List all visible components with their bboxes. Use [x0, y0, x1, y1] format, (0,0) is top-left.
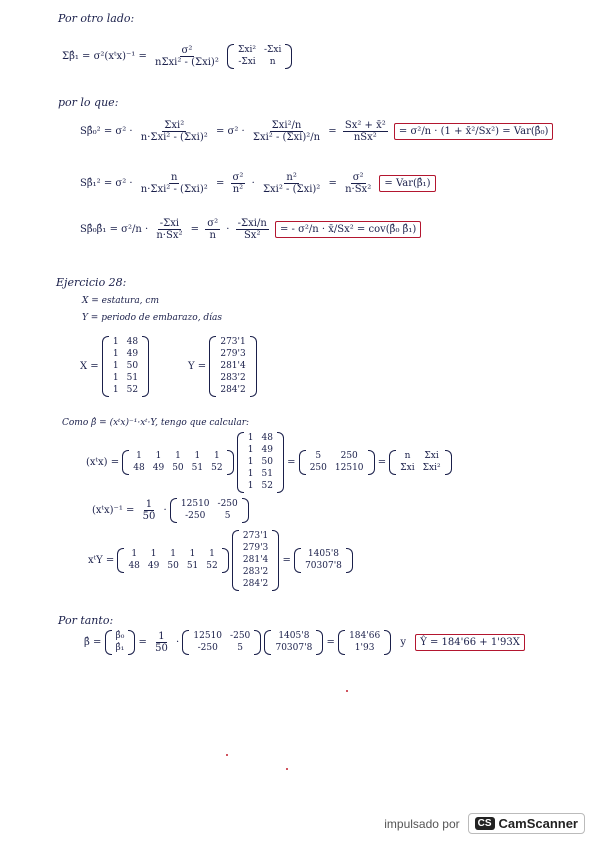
x-matrix-2-cell: 1	[247, 457, 254, 467]
intro-text: Por otro lado:	[58, 12, 135, 25]
x-matrix-cell: 1	[112, 361, 119, 371]
eq4-frac3	[236, 218, 269, 241]
x-matrix-2-cell: 1	[247, 481, 254, 491]
xty-y-vector-cell: 284'2	[242, 579, 269, 589]
eq3-frac1	[139, 172, 210, 195]
xtx-symbolic-cell: Σxi	[400, 463, 415, 473]
equation-var-beta1-explicit	[80, 172, 436, 195]
x-matrix-2-cell: 50	[261, 457, 273, 467]
result-vector	[345, 630, 384, 655]
eq4-frac1	[154, 218, 184, 241]
beta-lhs: β̂ =	[84, 637, 102, 648]
xty-y-vector-cell: 279'3	[242, 543, 269, 553]
xty-result	[294, 548, 353, 573]
xtx-result	[299, 450, 375, 475]
xtx-symbolic-cell: Σxi²	[422, 463, 441, 473]
eq4-f3-num: -Σxi/n	[237, 218, 267, 229]
xt-matrix-cell: 51	[191, 463, 204, 473]
var-beta0-box: = σ²/n · (1 + x̄²/Sx²) = Var(β̂₀)	[394, 123, 554, 140]
eq2-f1-den: n·Σxi² - (Σxi)²	[140, 132, 208, 143]
eq1-frac-num: σ²	[181, 45, 193, 56]
red-dot-mark	[286, 768, 288, 770]
x-matrix	[109, 336, 142, 397]
inv-matrix-cell: -250	[217, 499, 238, 509]
eq3-eq2: =	[328, 178, 337, 189]
final-inv-matrix-cell: -250	[230, 631, 251, 641]
x-matrix-cell: 1	[112, 385, 119, 395]
por-lo-que-text: por lo que:	[58, 96, 119, 109]
xtx-symbolic	[396, 450, 444, 475]
beta-vector	[112, 630, 129, 655]
eq3-frac4	[343, 172, 373, 195]
eq3-eq1: =	[215, 178, 225, 189]
eq2-f2-den: Σxi² - (Σxi)²/n	[252, 132, 321, 143]
x-label: X =	[80, 361, 99, 372]
xt-matrix-2-cell: 1	[189, 549, 196, 559]
equation-cov	[80, 218, 421, 241]
inv-matrix	[170, 498, 249, 523]
xt-matrix-2-cell: 51	[186, 561, 199, 571]
red-dot-mark	[346, 690, 348, 692]
x-matrix-2-cell: 52	[261, 481, 273, 491]
eq4-eq: =	[190, 224, 200, 235]
eq3-f3-num: n²	[286, 172, 297, 183]
red-dot-mark	[226, 754, 228, 756]
final-eq: =	[138, 637, 147, 648]
x-matrix-2-cell: 51	[261, 469, 273, 479]
cov-box: = - σ²/n · x̄/Sx² = cov(β̂₀ β̂₁)	[275, 221, 421, 238]
camscanner-name: CamScanner	[498, 816, 578, 831]
x-matrix-cell: 48	[126, 337, 139, 347]
inv-label: (xᵗx)⁻¹ =	[92, 505, 135, 516]
var-beta1-box: = Var(β̂₁)	[379, 175, 435, 192]
xtx-symbolic	[389, 450, 451, 475]
y-label: Y =	[188, 361, 207, 372]
xtx-equation: (xᵗx) = 1 1 1 1 1 48 49 50 51 52 1 48 1 49 1 50 1 51 1 52 = 5 250 250 12510 = n Σxi Σxi Σxi²	[86, 432, 452, 493]
final-inv-matrix-cell: 5	[237, 643, 244, 653]
inv-matrix-cell: 5	[224, 511, 231, 521]
y-vector-cell: 283'2	[220, 373, 246, 383]
result-vector-cell: 184'66	[349, 631, 381, 641]
xty-label: xᵗY =	[88, 555, 115, 566]
eq3-dot: ·	[251, 178, 255, 189]
eq2-frac1	[139, 120, 210, 143]
eq1-lhs: Σβ̂₁ = σ²(xᵗx)⁻¹ =	[62, 51, 147, 62]
xt-matrix-2-cell: 1	[170, 549, 176, 559]
xt-matrix-cell: 1	[136, 451, 142, 461]
x-matrix-2	[237, 432, 284, 493]
x-matrix-cell: 1	[112, 337, 119, 347]
eq3-f4-den: n·Sx²	[345, 184, 372, 195]
eq4-f1-den: n·Sx²	[156, 230, 183, 241]
y-vector	[216, 336, 249, 397]
eq3-frac3	[261, 172, 322, 195]
x-matrix-2-cell: 1	[247, 469, 254, 479]
camscanner-logo	[468, 813, 585, 834]
xty-y-vector	[239, 530, 272, 591]
eq2-eq: =	[328, 126, 337, 137]
x-matrix-2-cell: 49	[261, 445, 273, 455]
regression-line-box: Ŷ = 184'66 + 1'93X	[415, 634, 525, 651]
eq4-f3-den: Sx²	[243, 230, 261, 241]
final-frac	[153, 631, 170, 654]
eq2-f1-num: Σxi²	[164, 120, 185, 131]
cs-logo-icon: CS	[475, 817, 495, 830]
x-matrix-cell: 49	[126, 349, 139, 359]
eq1-m10: -Σxi	[238, 57, 256, 67]
xtx-label: (xᵗx) =	[86, 457, 120, 468]
eq2-lhs: Sβ̂₀² = σ² ·	[80, 126, 133, 137]
eq2-frac3	[343, 120, 388, 143]
eq1-frac-den: nΣxi² - (Σxi)²	[155, 57, 219, 68]
xt-matrix-2-cell: 50	[167, 561, 179, 571]
xt-matrix-cell: 1	[213, 451, 220, 461]
eq1-matrix	[227, 44, 292, 69]
xty-result-cell: 70307'8	[305, 561, 342, 571]
beta-vector-cell: β̂₁	[115, 643, 125, 653]
eq3-f3-den: Σxi² - (Σxi)²	[262, 184, 321, 195]
x-matrix-2-cell: 1	[247, 433, 254, 443]
x-matrix-2	[244, 432, 277, 493]
xty-result	[301, 548, 346, 573]
eq4-f1-num: -Σxi	[159, 218, 180, 229]
xt-matrix-2-cell: 49	[147, 561, 160, 571]
xtx-result-cell: 12510	[334, 463, 364, 473]
final-frac-den: 50	[155, 643, 168, 654]
eq2-f2-num: Σxi²/n	[271, 120, 302, 131]
eq2-frac2	[251, 120, 322, 143]
eq3-f1-den: n·Σxi² - (Σxi)²	[140, 184, 208, 195]
equation-var-beta0	[80, 120, 553, 143]
inv-frac-den: 50	[142, 511, 156, 522]
eq4-f2-den: n	[209, 230, 216, 241]
eq3-f4-num: σ²	[352, 172, 364, 183]
inv-frac-num: 1	[145, 499, 153, 510]
eq1-fraction	[153, 45, 221, 68]
x-matrix-2-cell: 1	[247, 445, 254, 455]
xt-matrix-2-cell: 1	[209, 549, 215, 559]
final-xty	[271, 630, 316, 655]
xty-y-vector	[232, 530, 279, 591]
xt-matrix-cell: 50	[172, 463, 184, 473]
xt-matrix-cell: 1	[175, 451, 181, 461]
como-text: Como β̂ = (xᵗx)⁻¹·xᵗ·Y, tengo que calcular:	[62, 418, 250, 428]
beta-vector	[105, 630, 136, 655]
xty-y-vector-cell: 273'1	[242, 531, 269, 541]
xt-matrix-cell: 49	[152, 463, 165, 473]
final-inv-matrix-cell: 12510	[193, 631, 223, 641]
inv-matrix	[177, 498, 242, 523]
x-matrix-2-cell: 48	[261, 433, 273, 443]
final-xty-cell: 70307'8	[275, 643, 313, 653]
final-inv-matrix	[189, 630, 254, 655]
beta-vector-cell: β̂₀	[115, 631, 125, 641]
eq2-mid: = σ² ·	[215, 126, 245, 137]
xtx-symbolic-cell: Σxi	[424, 451, 439, 461]
ejercicio-title: Ejercicio 28:	[56, 276, 127, 289]
eq3-f2-den: n²	[232, 184, 244, 195]
eq3-frac2	[231, 172, 246, 195]
xtx-symbolic-cell: n	[404, 451, 411, 461]
y-vector-cell: 273'1	[220, 337, 246, 347]
final-inv-matrix-cell: -250	[197, 643, 218, 653]
xty-y-vector-cell: 281'4	[242, 555, 269, 565]
y-vector	[209, 336, 256, 397]
eq3-f1-num: n	[171, 172, 178, 183]
final-xty	[264, 630, 323, 655]
xt-matrix-2-cell: 48	[128, 561, 140, 571]
por-tanto-text: Por tanto:	[58, 614, 114, 627]
inv-matrix-cell: 12510	[180, 499, 210, 509]
xt-matrix-cell: 1	[194, 451, 201, 461]
y-vector-def	[188, 336, 257, 397]
xty-y-vector-cell: 283'2	[242, 567, 269, 577]
result-vector	[338, 630, 391, 655]
final-frac-num: 1	[158, 631, 165, 642]
xt-matrix	[129, 450, 226, 475]
x-matrix-cell: 51	[126, 373, 139, 383]
x-matrix-cell: 50	[126, 361, 139, 371]
eq3-lhs: Sβ̂₁² = σ² ·	[80, 178, 133, 189]
xt-matrix	[122, 450, 233, 475]
xt-matrix-cell: 48	[133, 463, 145, 473]
xtx-result	[306, 450, 368, 475]
xty-equation: xᵗY = 1 1 1 1 1 48 49 50 51 52 273'1 279'3 281'4 283'2 284'2 = 1405'8 70307'8	[88, 530, 353, 591]
x-matrix-cell: 52	[126, 385, 139, 395]
eq4-f2-num: σ²	[207, 218, 219, 229]
xt-matrix-cell: 1	[155, 451, 162, 461]
xt-matrix-2-cell: 52	[206, 561, 218, 571]
xt-matrix-2-cell: 1	[150, 549, 157, 559]
eq1-m11: n	[269, 57, 276, 67]
eq4-dot: ·	[226, 224, 230, 235]
final-inv-matrix	[182, 630, 261, 655]
eq3-f2-num: σ²	[232, 172, 244, 183]
inverse-equation: (xᵗx)⁻¹ = $\frac{1}{50}$ · 12510 -250 -250 5	[92, 498, 249, 523]
xt-matrix-cell: 52	[211, 463, 223, 473]
xtx-result-cell: 5	[315, 451, 322, 461]
eq1-m00: Σxi²	[238, 45, 256, 55]
x-matrix	[102, 336, 149, 397]
x-matrix-cell: 1	[112, 373, 119, 383]
y-definition: Y = periodo de embarazo, días	[82, 313, 223, 323]
xty-result-cell: 1405'8	[307, 549, 340, 559]
y-vector-cell: 281'4	[220, 361, 246, 371]
eq4-lhs: Sβ̂₀β̂₁ = σ²/n ·	[80, 224, 149, 235]
y-vector-cell: 279'3	[220, 349, 246, 359]
result-vector-cell: 1'93	[354, 643, 375, 653]
final-equation: β̂ = β̂₀ β̂₁ = $\frac{1}{50}$ · 12510 -250 -250 5 1405'8 70307'8 = 184'66 1'93 y Ŷ = 184'66 + 1'93X	[84, 630, 525, 655]
eq2-f3-den: nSx²	[353, 132, 377, 143]
xtx-result-cell: 250	[309, 463, 327, 473]
xt-matrix-2-cell: 1	[131, 549, 138, 559]
inv-frac	[141, 499, 158, 522]
equation-var-beta1	[62, 44, 292, 69]
final-xty-cell: 1405'8	[278, 631, 310, 641]
eq4-frac2	[205, 218, 220, 241]
x-matrix-cell: 1	[112, 349, 119, 359]
xtx-result-cell: 250	[340, 451, 358, 461]
watermark-text: impulsado por	[384, 816, 460, 831]
y-vector-cell: 284'2	[220, 385, 246, 395]
eq2-f3-num: Sx² + x̄²	[344, 120, 386, 131]
xt-matrix-2	[124, 548, 221, 573]
camscanner-watermark	[384, 813, 585, 834]
x-definition: X = estatura, cm	[82, 296, 159, 306]
eq1-m01: -Σxi	[263, 45, 282, 55]
x-matrix-def	[80, 336, 149, 397]
xt-matrix-2	[117, 548, 228, 573]
inv-matrix-cell: -250	[185, 511, 206, 521]
y-word: y	[400, 637, 407, 648]
